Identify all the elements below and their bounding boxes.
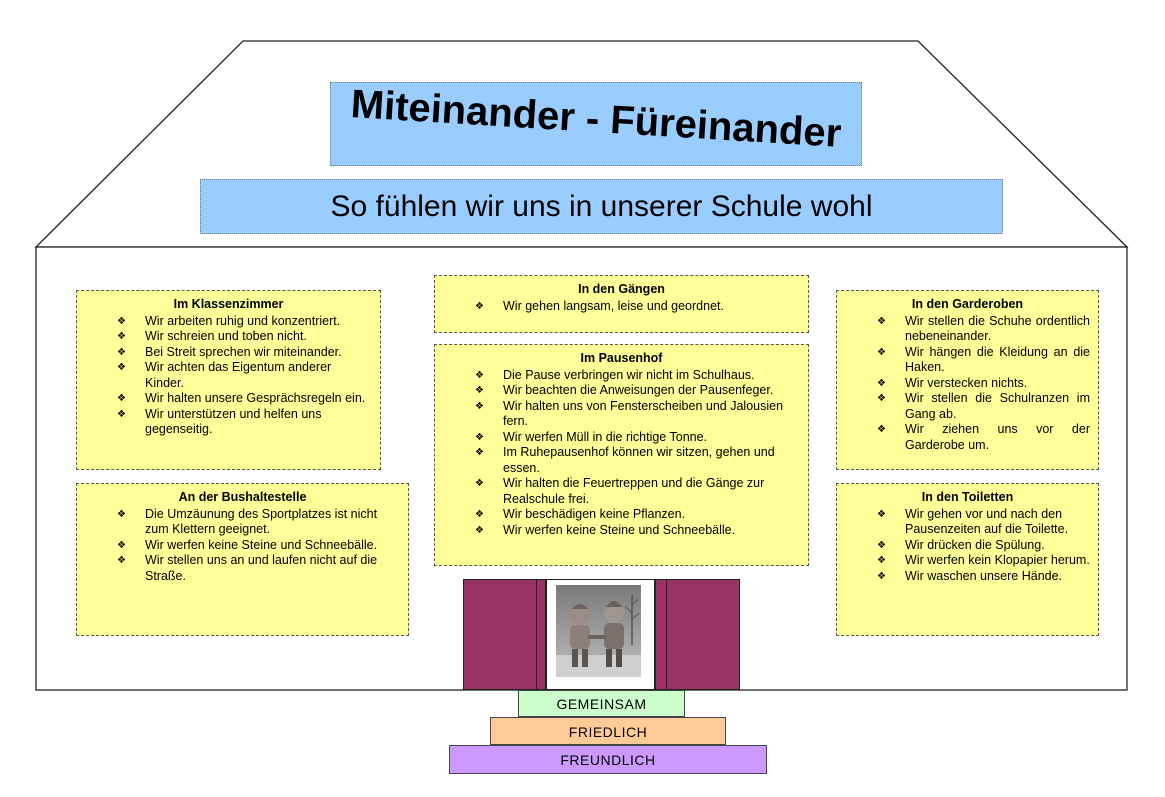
rule-item: ❖ Die Pause verbringen wir nicht im Schulhaus. [443,368,800,384]
rule-item: ❖ Wir achten das Eigentum anderer Kinder. [85,360,372,391]
panel-heading: Im Pausenhof [580,351,663,365]
rule-item: ❖ Wir halten die Feuertreppen und die Gänge zur Realschule frei. [443,476,800,507]
panel-toiletten [836,483,1099,636]
rule-item: ❖ Wir werfen kein Klopapier herum. [845,553,1090,569]
panel-klassenzimmer [76,290,381,470]
panel-garderoben [836,290,1099,470]
door-right [655,579,740,690]
rule-item: ❖ Wir ziehen uns vor der Garderobe um. [845,422,1090,453]
rule-list [845,314,1090,454]
panel-heading: An der Bushaltestelle [178,490,307,504]
rule-item: ❖ Wir gehen langsam, leise und geordnet. [443,299,800,315]
rule-item: ❖ Wir verstecken nichts. [845,376,1090,392]
children-photo [556,585,641,677]
rule-item: ❖ Wir waschen unsere Hände. [845,569,1090,585]
title-banner [330,82,862,166]
rule-item: ❖ Wir stellen uns an und laufen nicht auf die Straße. [85,553,400,584]
step-friedlich: FRIEDLICH [490,717,726,745]
rule-list [443,299,800,315]
panel-heading: In den Garderoben [911,297,1024,311]
rule-item: ❖ Wir hängen die Kleidung an die Haken. [845,345,1090,376]
rule-item: ❖ Wir werfen Müll in die richtige Tonne. [443,430,800,446]
rule-list [85,507,400,585]
page-title: Miteinander - Füreinander [349,82,843,156]
rule-item: ❖ Wir werfen keine Steine und Schneebälle. [443,523,800,539]
rule-item: ❖ Wir beachten die Anweisungen der Pausenfeger. [443,383,800,399]
rule-item: ❖ Bei Streit sprechen wir miteinander. [85,345,372,361]
rule-item: ❖ Wir unterstützen und helfen uns gegenseitig. [85,407,372,438]
rule-item: ❖ Wir drücken die Spülung. [845,538,1090,554]
rule-item: ❖ Wir halten unsere Gesprächsregeln ein. [85,391,372,407]
rule-item: ❖ Im Ruhepausenhof können wir sitzen, gehen und essen. [443,445,800,476]
rule-item: ❖ Die Umzäunung des Sportplatzes ist nicht zum Klettern geeignet. [85,507,400,538]
panel-heading: In den Toiletten [921,490,1014,504]
rule-list [845,507,1090,585]
panel-heading: In den Gängen [578,282,665,296]
door-left [463,579,546,690]
rule-item: ❖ Wir werfen keine Steine und Schneebälle. [85,538,400,554]
rule-item: ❖ Wir beschädigen keine Pflanzen. [443,507,800,523]
page-subtitle: So fühlen wir uns in unserer Schule wohl [330,190,873,223]
step-gemeinsam: GEMEINSAM [518,690,685,717]
panel-heading: Im Klassenzimmer [173,297,284,311]
rule-item: ❖ Wir arbeiten ruhig und konzentriert. [85,314,372,330]
subtitle-banner [200,179,1003,234]
panel-bushaltestelle [76,483,409,636]
rule-item: ❖ Wir gehen vor und nach den Pausenzeiten auf die Toilette. [845,507,1090,538]
step-freundlich: FREUNDLICH [449,745,767,774]
rule-item: ❖ Wir stellen die Schulranzen im Gang ab. [845,391,1090,422]
panel-pausenhof [434,344,809,566]
rule-item: ❖ Wir schreien und toben nicht. [85,329,372,345]
rule-item: ❖ Wir stellen die Schuhe ordentlich nebeneinander. [845,314,1090,345]
rule-item: ❖ Wir halten uns von Fensterscheiben und Jalousien fern. [443,399,800,430]
panel-gaenge [434,275,809,333]
rule-list [443,368,800,539]
rule-list [85,314,372,438]
